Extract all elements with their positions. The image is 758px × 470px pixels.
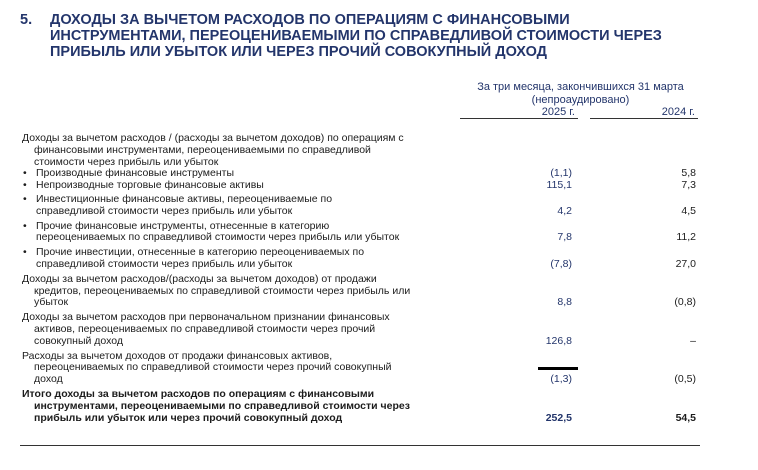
section-title-line: ДОХОДЫ ЗА ВЫЧЕТОМ РАСХОДОВ ПО ОПЕРАЦИЯМ С ФИНАНСОВЫМИ	[50, 12, 570, 28]
section-number: 5.	[20, 12, 33, 28]
period-header-line: За три месяца, закончившихся 31 марта	[477, 81, 684, 93]
row-label-line: совокупный доход	[34, 334, 123, 347]
year-2025-header: 2025 г.	[541, 106, 575, 118]
section-title-line: ПРИБЫЛЬ ИЛИ УБЫТОК ИЛИ ЧЕРЕЗ ПРОЧИЙ СОВОКУПНЫЙ ДОХОД	[50, 44, 548, 60]
table-row	[0, 312, 758, 347]
row-label-line: Производные финансовые инструменты	[36, 167, 235, 180]
row-label	[23, 246, 446, 271]
row-label	[22, 133, 452, 168]
table-row	[0, 180, 758, 192]
table-row	[0, 351, 758, 386]
bottom-rule	[20, 445, 700, 446]
value-2024: 7,3	[681, 179, 696, 192]
row-label-line: убыток	[34, 296, 69, 309]
table-row	[0, 133, 758, 168]
row-label-line: инструментами, переоцениваемыми по справедливой стоимости через	[34, 399, 410, 412]
value-2024: 27,0	[675, 257, 696, 270]
audit-note: (непроаудировано)	[531, 94, 630, 106]
row-label	[23, 219, 446, 245]
value-2024: (0,5)	[674, 373, 696, 386]
value-2025: 115,1	[546, 179, 572, 192]
table-row	[0, 194, 758, 218]
row-label-line: Непроизводные торговые финансовые активы	[36, 179, 264, 192]
row-label-line: переоцениваемых по справедливой стоимости через прибыль или убыток	[36, 231, 400, 244]
value-2025: (7,8)	[550, 257, 572, 270]
row-label-line: финансовыми инструментами, переоцениваемыми по справедливой	[34, 143, 371, 156]
row-label	[22, 274, 452, 309]
value-2025: 126,8	[545, 334, 572, 347]
value-2024: 11,2	[676, 231, 696, 244]
header-rule	[460, 118, 578, 119]
value-2024: 4,5	[681, 204, 696, 217]
row-label-line: Расходы за вычетом доходов от продажи финансовых активов,	[22, 349, 333, 362]
row-label-line: Прочие инвестиции, отнесенные в категорию переоцениваемых по	[36, 246, 365, 259]
row-label	[22, 389, 462, 424]
row-label-line: доход	[34, 373, 63, 386]
row-label-line: кредитов, переоцениваемых по справедливой стоимости через прибыль или	[34, 284, 411, 297]
value-2025: (1,1)	[550, 167, 572, 180]
table-row	[0, 274, 758, 309]
row-label-line: Инвестиционные финансовые активы, переоцениваемые по	[36, 192, 333, 205]
table-row	[0, 247, 758, 271]
value-2025: 7,8	[557, 231, 572, 244]
row-label-line: переоцениваемых по справедливой стоимости через прочий совокупный	[34, 361, 392, 374]
period-header	[458, 81, 703, 107]
row-label-line: активов, переоцениваемых по справедливой стоимости через прочий	[34, 322, 376, 335]
value-2025: 4,2	[557, 204, 572, 217]
section-title	[50, 12, 700, 60]
row-label-line: справедливой стоимости через прибыль или убыток	[36, 257, 293, 270]
section-title-line: ИНСТРУМЕНТАМИ, ПЕРЕОЦЕНИВАЕМЫМИ ПО СПРАВЕДЛИВОЙ СТОИМОСТИ ЧЕРЕЗ	[50, 28, 662, 44]
value-2024: –	[690, 334, 696, 347]
row-label	[23, 192, 446, 218]
value-2025: 8,8	[557, 296, 572, 309]
bullet-icon: •	[23, 246, 27, 259]
bullet-icon: •	[23, 192, 27, 205]
row-label-line: Доходы за вычетом расходов/(расходы за вычетом доходов) от продажи	[22, 272, 377, 285]
row-label	[23, 179, 446, 192]
row-label-line: Прочие финансовые инструменты, отнесенные в категорию	[36, 219, 330, 232]
row-label-line: Доходы за вычетом расходов при первоначальном признании финансовых	[22, 311, 390, 324]
row-label-line: справедливой стоимости через прибыль или убыток	[36, 204, 293, 217]
row-label-line: Доходы за вычетом расходов / (расходы за вычетом доходов) по операциям с	[22, 132, 404, 144]
year-2024-header: 2024 г.	[661, 106, 695, 118]
value-2025: (1,3)	[550, 373, 572, 386]
total-2025: 252,5	[545, 411, 572, 424]
bullet-icon: •	[23, 179, 27, 192]
bullet-icon: •	[23, 219, 27, 232]
header-rule	[590, 118, 698, 119]
row-label-line: стоимости через прибыль или убыток	[34, 155, 219, 168]
total-2024: 54,5	[675, 411, 696, 424]
bullet-icon: •	[23, 167, 27, 180]
table-row	[0, 221, 758, 245]
income-table	[0, 133, 758, 424]
total-row	[0, 389, 758, 424]
row-label	[22, 351, 452, 386]
row-label-line: прибыль или убыток или через прочий совокупный доход	[34, 411, 343, 424]
value-2024: (0,8)	[674, 296, 696, 309]
value-2024: 5,8	[681, 167, 696, 180]
highlight-underline	[538, 367, 578, 370]
row-label	[22, 312, 452, 347]
row-label-line: Итого доходы за вычетом расходов по операциям с финансовыми	[22, 387, 375, 400]
